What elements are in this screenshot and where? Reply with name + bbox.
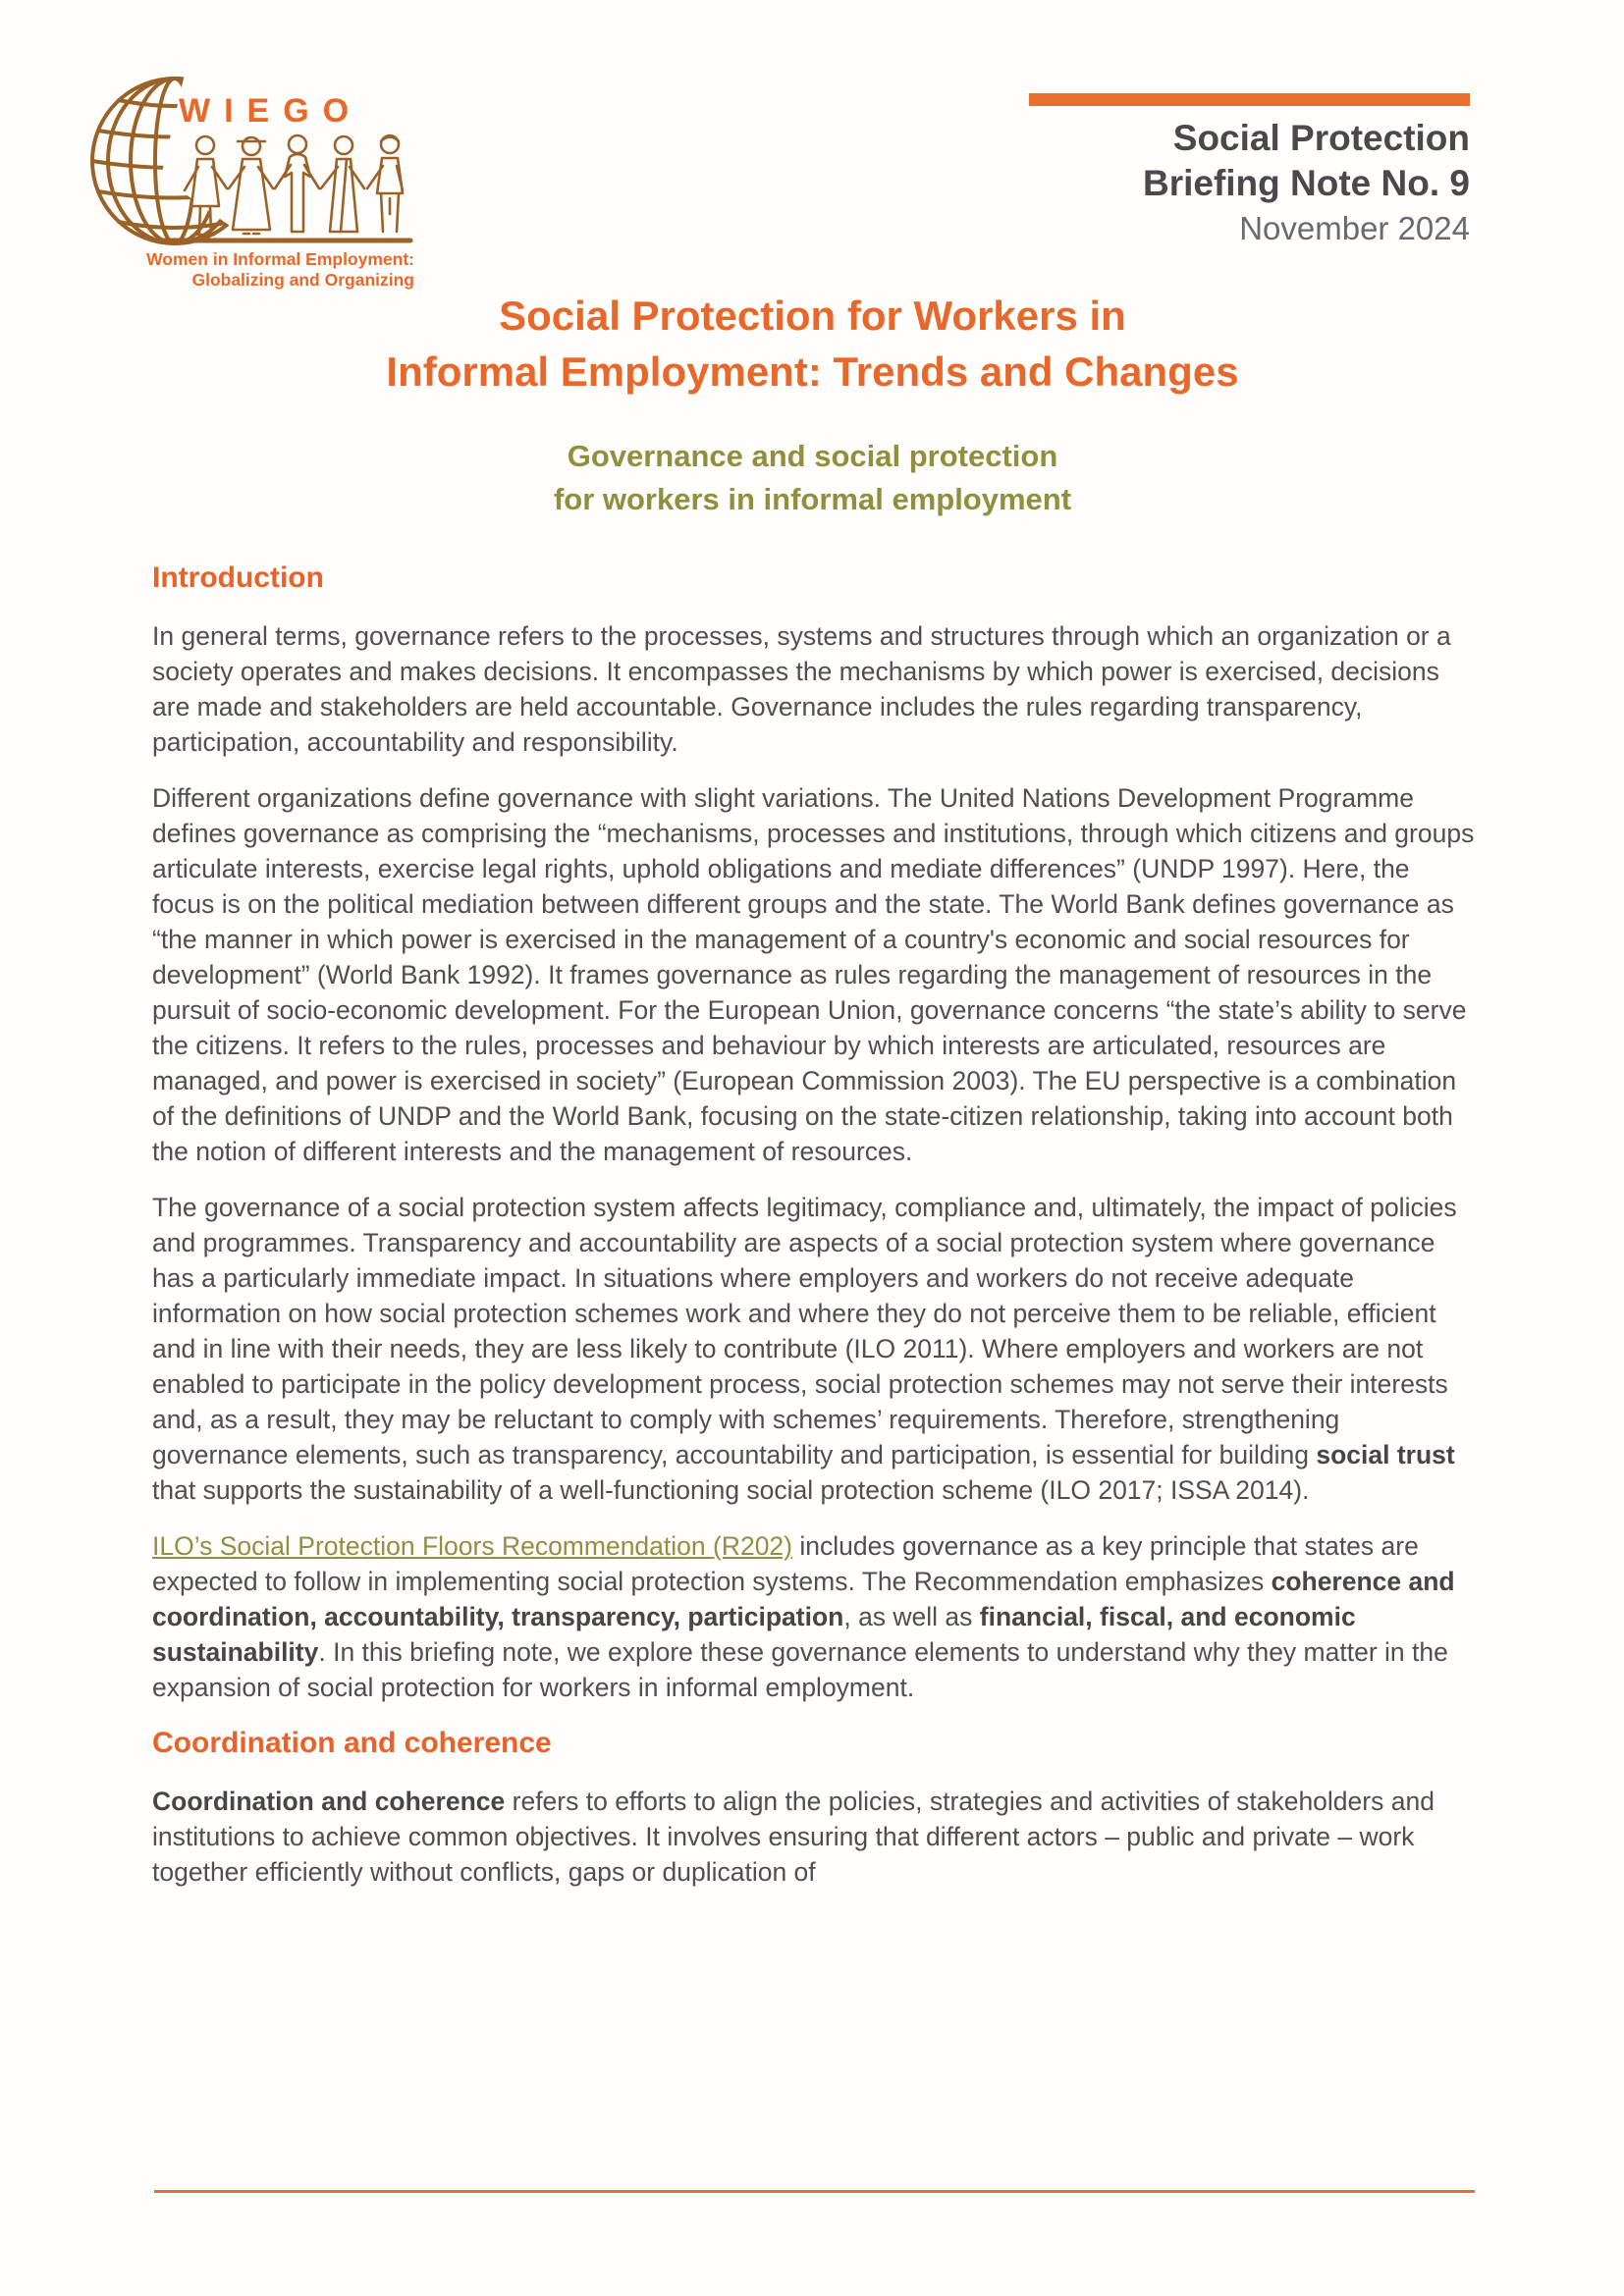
document-subtitle-line1: Governance and social protection: [567, 439, 1058, 473]
section-heading-coordination: Coordination and coherence: [152, 1727, 552, 1759]
figures-icon: [163, 135, 410, 240]
wiego-tagline-line2: Globalizing and Organizing: [191, 270, 414, 290]
masthead-series: Social Protection: [1172, 118, 1470, 158]
r202-link[interactable]: ILO’s Social Protection Floors Recommendation (R202): [152, 1531, 792, 1561]
wiego-tagline-line1: Women in Informal Employment:: [146, 249, 414, 269]
text-segment: coherence and coordination, accountability, transparency, participation: [152, 1567, 1455, 1631]
section-heading-introduction: Introduction: [152, 561, 324, 594]
body-content: [152, 561, 1475, 1910]
wiego-wordmark: WIEGO: [179, 92, 363, 130]
document-title-line1: Social Protection for Workers in: [499, 293, 1126, 339]
wiego-logo: [65, 51, 420, 302]
paragraph-3: [152, 1190, 1475, 1508]
masthead: [959, 93, 1470, 251]
document-subtitle-line2: for workers in informal employment: [553, 482, 1072, 516]
text-segment: In general terms, governance refers to the processes, systems and structures through which an organization or a society operates and makes decisions. It encompasses the mechanisms by which power is exercised, decisions are made and stakeholders are held accountable. Governance includes the rules regarding transparency, participation, accountability and responsibility.: [152, 621, 1451, 757]
paragraph-4: [152, 1528, 1475, 1705]
text-segment: social trust: [1316, 1440, 1455, 1469]
text-segment: The governance of a social protection system affects legitimacy, compliance and, ultimately, the impact of policies and programmes. Transparency and accountability are aspects of a social protection system where governance has a particularly immediate impact. In situations where employers and workers do not receive adequate information on how social protection schemes work and where they do not perceive them to be reliable, efficient and in line with their needs, they are less likely to contribute (ILO 2011). Where employers and workers are not enabled to participate in the policy development process, social protection schemes may not serve their interests and, as a result, they may be reluctant to comply with schemes’ requirements. Therefore, strengthening governance elements, such as transparency, accountability and participation, is essential for building: [152, 1193, 1457, 1469]
text-segment: includes governance as a key principle that states are expected to follow in implementing social protection systems. The Recommendation emphasizes: [152, 1531, 1419, 1596]
text-segment: . In this briefing note, we explore these governance elements to understand why they matter in the expansion of social protection for workers in informal employment.: [152, 1637, 1448, 1702]
text-segment: refers to efforts to align the policies, strategies and activities of stakeholders and institutions to achieve common objectives. It involves ensuring that different actors – public and private – work together efficiently without conflicts, gaps or duplication of: [152, 1787, 1435, 1887]
masthead-date: November 2024: [1239, 210, 1470, 246]
text-segment: Coordination and coherence: [152, 1787, 506, 1816]
paragraph-1: [152, 618, 1475, 760]
wiego-tagline: [59, 249, 414, 291]
text-segment: that supports the sustainability of a well-functioning social protection scheme (ILO 2017; ISSA 2014).: [152, 1475, 1310, 1505]
paragraph-2: [152, 780, 1475, 1169]
text-segment: , as well as: [843, 1602, 980, 1631]
footer-rule: [154, 2190, 1475, 2193]
masthead-orange-rule: [1029, 93, 1470, 106]
document-title-line2: Informal Employment: Trends and Changes: [386, 348, 1239, 395]
masthead-issue-number: Briefing Note No. 9: [1142, 163, 1470, 203]
text-segment: Different organizations define governance with slight variations. The United Nations Development Programme defines governance as comprising the “mechanisms, processes and institutions, through which citizens and groups articulate interests, exercise legal rights, uphold obligations and mediate differences” (UNDP 1997). Here, the focus is on the political mediation between different groups and the state. The World Bank defines governance as “the manner in which power is exercised in the management of a country's economic and social resources for development” (World Bank 1992). It frames governance as rules regarding the management of resources in the pursuit of socio-economic development. For the European Union, governance concerns “the state’s ability to serve the citizens. It refers to the rules, processes and behaviour by which interests are articulated, resources are managed, and power is exercised in society” (European Commission 2003). The EU perspective is a combination of the definitions of UNDP and the World Bank, focusing on the state-citizen relationship, taking into account both the notion of different interests and the management of resources.: [152, 783, 1475, 1166]
paragraph-5: [152, 1784, 1475, 1890]
document-title: [152, 288, 1473, 400]
document-subtitle: [152, 435, 1473, 521]
text-segment: financial, fiscal, and economic sustainability: [152, 1602, 1356, 1667]
